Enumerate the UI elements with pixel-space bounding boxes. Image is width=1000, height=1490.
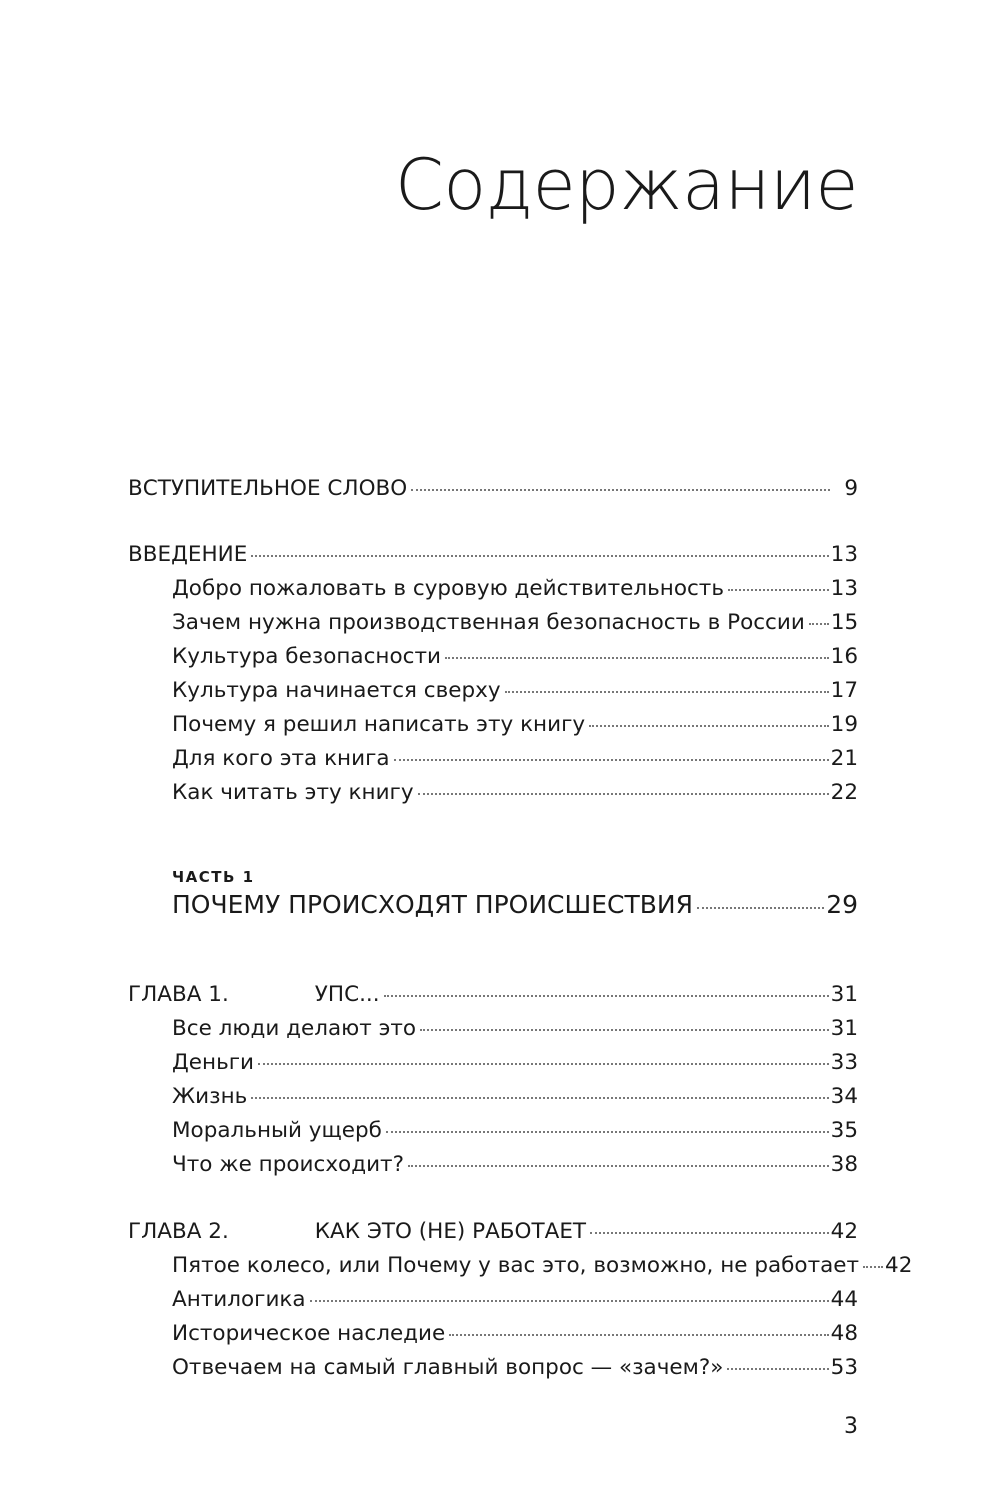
entry-label: Жизнь — [172, 1084, 248, 1109]
leader-dots — [728, 589, 829, 591]
leader-dots — [418, 793, 829, 795]
entry-page: 31 — [830, 982, 858, 1007]
entry-page: 16 — [830, 644, 858, 669]
toc-entry — [172, 712, 858, 738]
leader-dots — [408, 1165, 829, 1167]
part-label: ЧАСТЬ 1 — [172, 868, 255, 886]
entry-label: Зачем нужна производственная безопасность в России — [172, 610, 805, 635]
chapter-number: ГЛАВА 1. — [128, 982, 229, 1007]
toc-entry — [172, 1287, 858, 1313]
toc-entry-part — [172, 890, 858, 920]
leader-dots — [590, 1232, 829, 1234]
chapter-number: ГЛАВА 2. — [128, 1219, 229, 1244]
entry-label: Почему я решил написать эту книгу — [172, 712, 586, 737]
leader-dots — [449, 1334, 828, 1336]
entry-label: Что же происходит? — [172, 1152, 404, 1177]
entry-page: 42 — [830, 1219, 858, 1244]
leader-dots — [251, 555, 828, 557]
leader-dots — [384, 995, 829, 997]
entry-label: УПС... — [314, 982, 380, 1007]
toc-entry — [172, 780, 858, 806]
leader-dots — [420, 1029, 829, 1031]
entry-label: Отвечаем на самый главный вопрос — «зачем?» — [172, 1355, 724, 1380]
entry-label: Пятое колесо, или Почему у вас это, возможно, не работает — [172, 1253, 860, 1278]
leader-dots — [697, 907, 824, 909]
leader-dots — [310, 1300, 829, 1302]
entry-label: КАК ЭТО (НЕ) РАБОТАЕТ — [314, 1219, 587, 1244]
entry-label: Добро пожаловать в суровую действительность — [172, 576, 724, 601]
leader-dots — [445, 657, 829, 659]
entry-page: 9 — [844, 476, 858, 501]
entry-label: Культура начинается сверху — [172, 678, 501, 703]
leader-dots — [863, 1266, 883, 1268]
entry-label: ВВЕДЕНИЕ — [128, 542, 248, 567]
toc-entry — [172, 1253, 913, 1279]
entry-page: 33 — [830, 1050, 858, 1075]
leader-dots — [411, 489, 830, 491]
leader-dots — [727, 1368, 828, 1370]
toc-entry — [172, 1050, 858, 1076]
leader-dots — [394, 759, 829, 761]
leader-dots — [505, 691, 829, 693]
toc-entry-chapter — [128, 982, 858, 1008]
entry-label: Антилогика — [172, 1287, 306, 1312]
entry-page: 29 — [826, 890, 858, 919]
leader-dots — [251, 1097, 828, 1099]
toc-entry — [172, 1321, 858, 1347]
toc-entry — [172, 1152, 858, 1178]
entry-label: Культура безопасности — [172, 644, 441, 669]
entry-page: 38 — [830, 1152, 858, 1177]
entry-label: Моральный ущерб — [172, 1118, 382, 1143]
entry-page: 44 — [830, 1287, 858, 1312]
toc-entry — [128, 542, 858, 568]
entry-page: 35 — [830, 1118, 858, 1143]
toc-entry — [172, 644, 858, 670]
entry-page: 19 — [830, 712, 858, 737]
entry-page: 22 — [830, 780, 858, 805]
page-number: 3 — [844, 1414, 858, 1439]
entry-page: 21 — [830, 746, 858, 771]
entry-label: ПОЧЕМУ ПРОИСХОДЯТ ПРОИСШЕСТВИЯ — [172, 890, 693, 919]
toc-entry — [172, 1355, 858, 1381]
entry-page: 42 — [885, 1253, 913, 1278]
toc-entry — [172, 746, 858, 772]
leader-dots — [589, 725, 829, 727]
toc-entry — [172, 1084, 858, 1110]
toc-entry — [172, 576, 858, 602]
toc-entry — [172, 678, 858, 704]
entry-page: 13 — [830, 542, 858, 567]
entry-page: 31 — [830, 1016, 858, 1041]
page-title: Содержание — [394, 144, 858, 226]
entry-page: 13 — [830, 576, 858, 601]
toc-entry — [128, 476, 858, 502]
leader-dots — [386, 1131, 829, 1133]
entry-page: 53 — [830, 1355, 858, 1380]
toc-entry-chapter — [128, 1219, 858, 1245]
entry-label: Все люди делают это — [172, 1016, 417, 1041]
entry-label: Деньги — [172, 1050, 255, 1075]
entry-label: Как читать эту книгу — [172, 780, 414, 805]
entry-label: Историческое наследие — [172, 1321, 446, 1346]
leader-dots — [809, 623, 829, 625]
entry-page: 34 — [830, 1084, 858, 1109]
entry-page: 15 — [830, 610, 859, 635]
entry-page: 17 — [830, 678, 858, 703]
leader-dots — [258, 1063, 829, 1065]
entry-label: ВСТУПИТЕЛЬНОЕ СЛОВО — [128, 476, 408, 501]
entry-label: Для кого эта книга — [172, 746, 390, 771]
toc-entry — [172, 610, 858, 636]
entry-page: 48 — [830, 1321, 858, 1346]
toc-entry — [172, 1016, 858, 1042]
toc-entry — [172, 1118, 858, 1144]
